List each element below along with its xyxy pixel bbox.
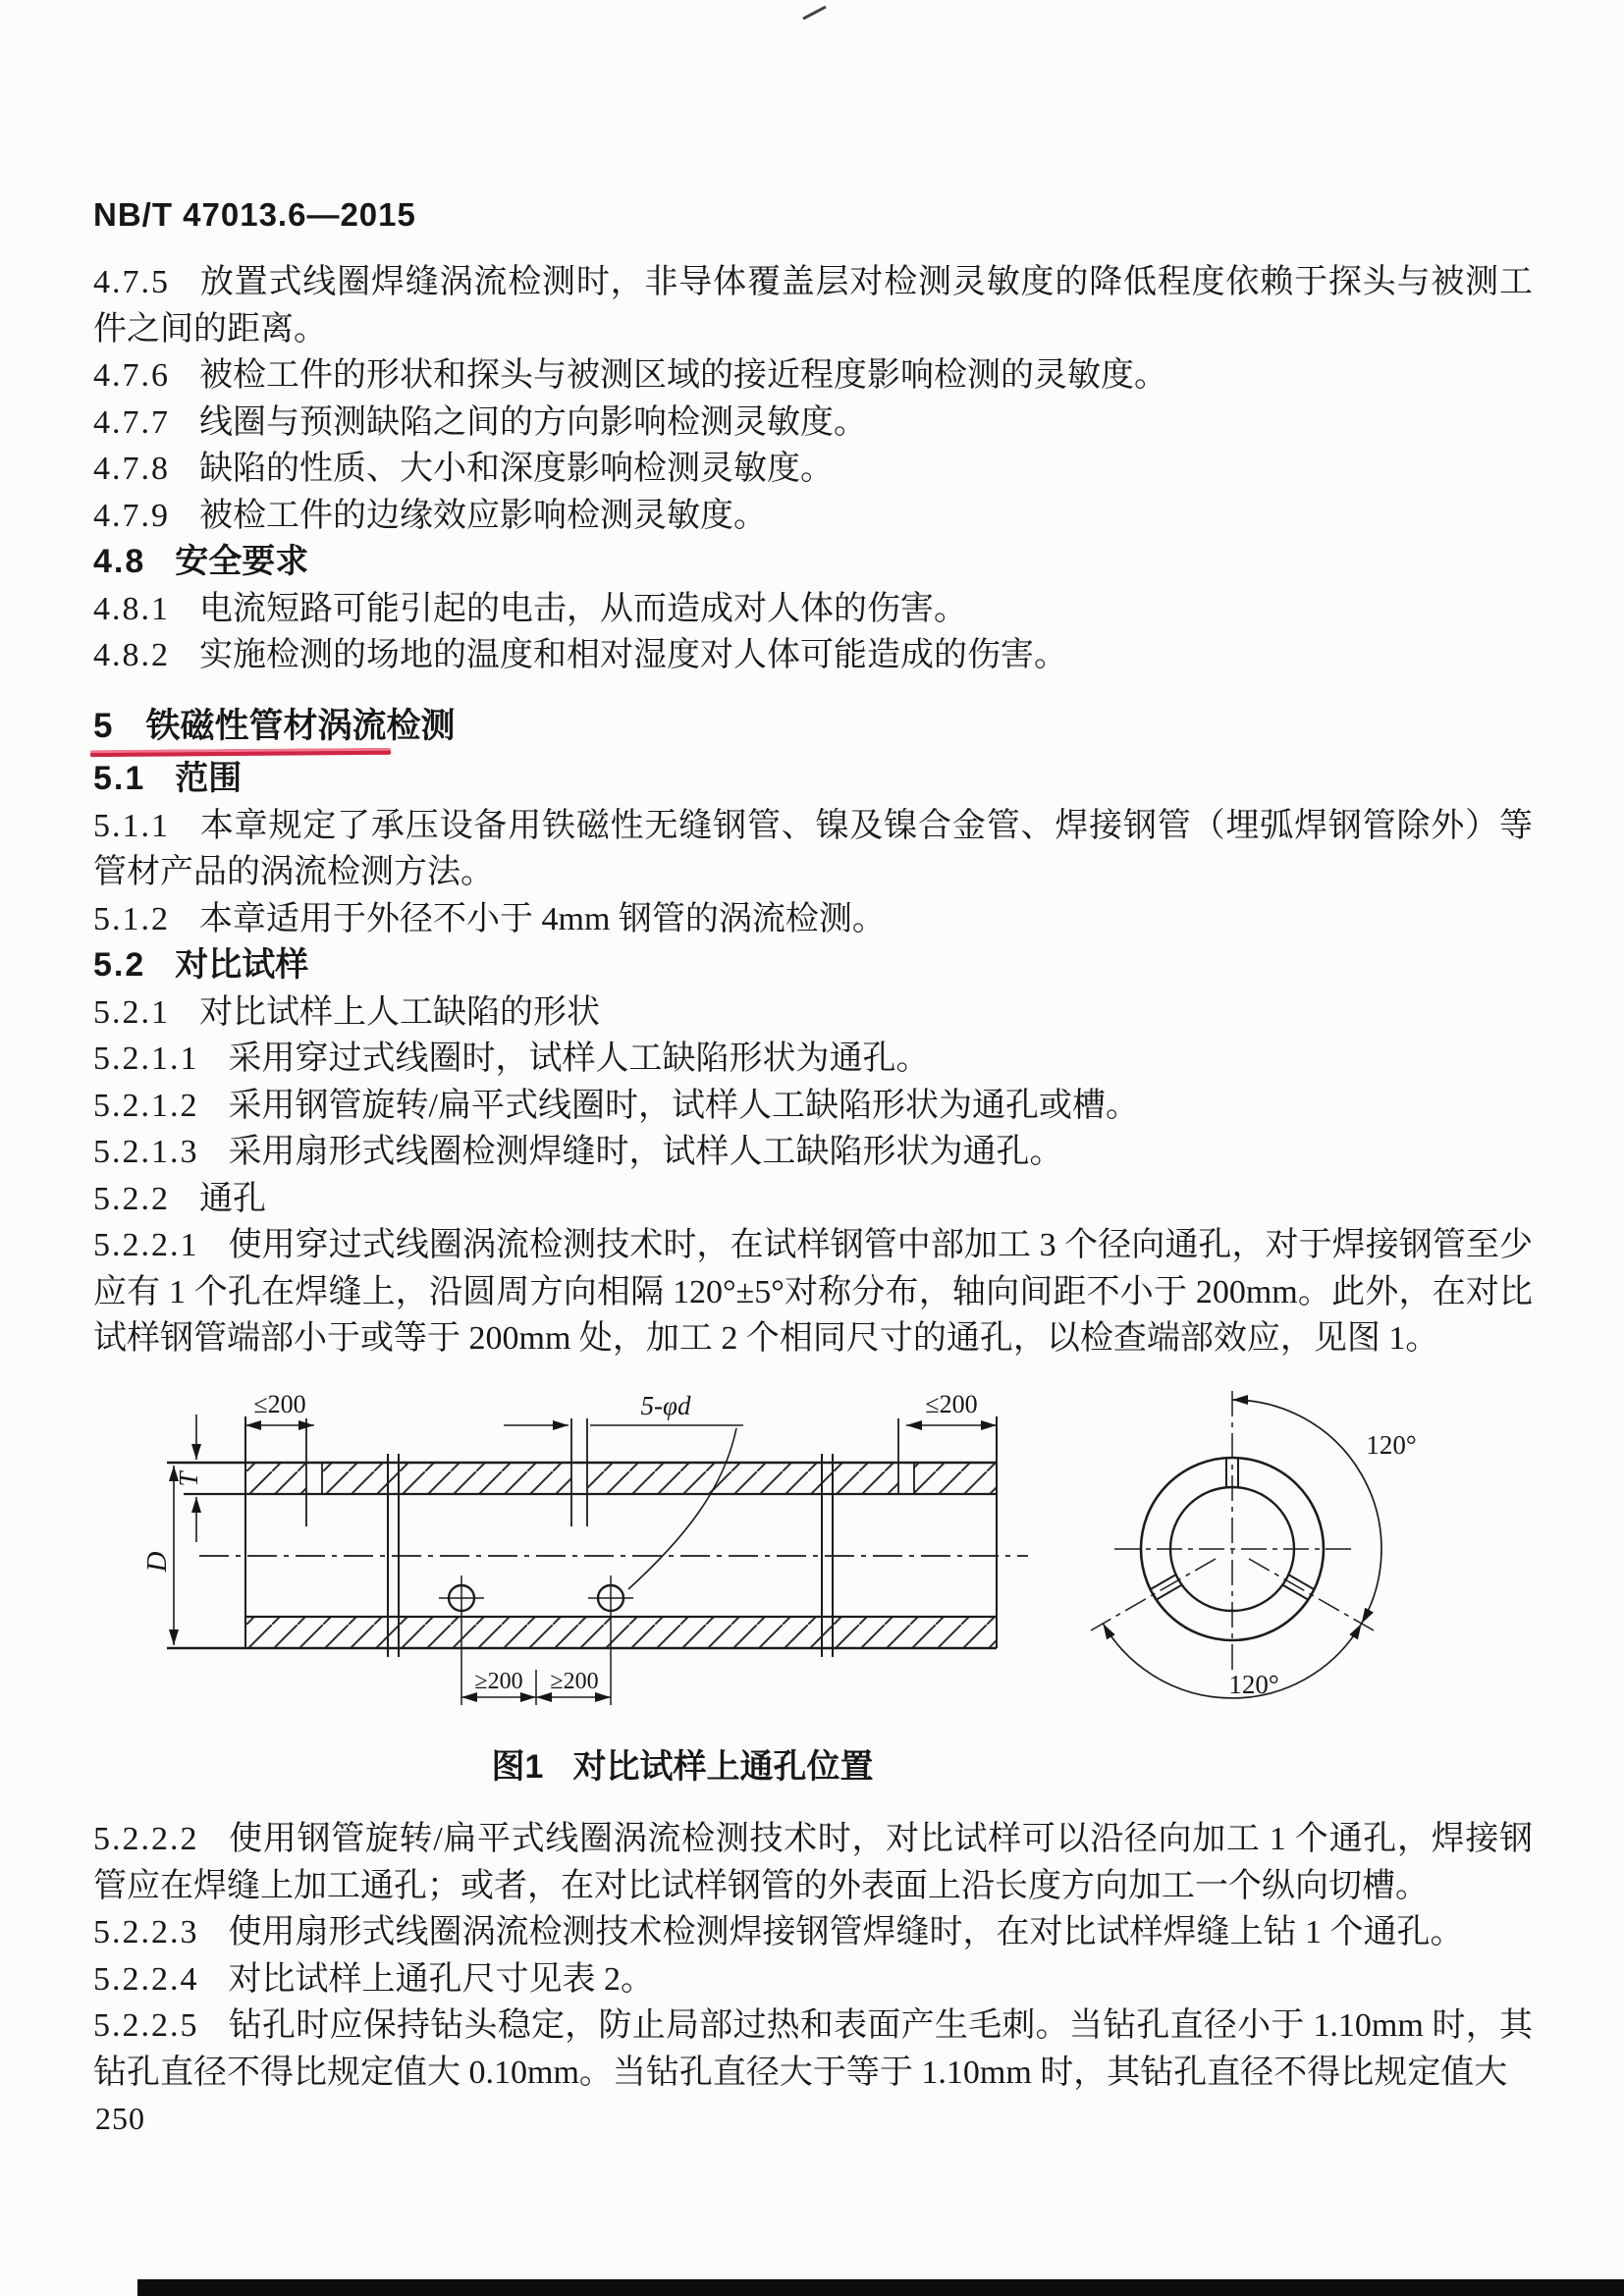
- clause-number: 4.7.7: [93, 403, 170, 441]
- clause-text: 使用穿过式线圈涡流检测技术时，在试样钢管中部加工 3 个径向通孔，对于焊接钢管至少应有 1 个孔在焊缝上，沿圆周方向相隔 120°±5°对称分布，轴向间距不小于 200mm。此外，在对比试样钢管端部小于或等于 200mm 处，加工 2 个相同尺寸的通孔，以检查端部效应，见图 1。: [93, 1227, 1533, 1357]
- clause-5-2-1-3: [93, 1129, 1533, 1176]
- clause-text: 实施检测的场地的温度和相对湿度对人体可能造成的伤害。: [199, 637, 1067, 673]
- clause-text: 采用穿过式线圈时，试样人工缺陷形状为通孔。: [228, 1041, 930, 1077]
- figure-caption-label: 图1: [491, 1748, 544, 1786]
- clause-5-1-1: [93, 803, 1533, 896]
- clause-number: 5.2.2.5: [93, 2007, 199, 2044]
- dim-label-axial-left: ≥200: [474, 1669, 523, 1694]
- page-number: 250: [95, 2101, 145, 2136]
- angle-label-bottom: 120°: [1228, 1670, 1279, 1699]
- heading-5-1: [93, 756, 1533, 803]
- heading-section-5: [93, 699, 455, 748]
- clause-number: 5.1: [93, 760, 146, 797]
- scan-artifact-top: [802, 6, 826, 21]
- dim-label-axial-right: ≥200: [550, 1669, 599, 1694]
- clause-5-2-2-3: [93, 1909, 1533, 1956]
- clause-5-1-2: [93, 896, 1533, 943]
- clause-5-2-2-1: [93, 1222, 1533, 1362]
- figure-caption-text: 对比试样上通孔位置: [572, 1748, 874, 1786]
- clause-number: 5.2.2.3: [93, 1914, 199, 1950]
- angle-arc-top: [1232, 1400, 1381, 1624]
- clause-5-2-1-2: [93, 1083, 1533, 1130]
- clause-number: 5.2.2.4: [93, 1960, 199, 1998]
- clause-number: 4.8: [93, 543, 146, 580]
- clause-number: 5.2: [93, 946, 146, 984]
- clause-number: 5.2.1.3: [93, 1134, 199, 1170]
- clause-text: 本章适用于外径不小于 4mm 钢管的涡流检测。: [199, 900, 886, 937]
- heading-text: 范围: [175, 760, 243, 797]
- leader-curve: [628, 1428, 736, 1589]
- clause-5-2-1-1: [93, 1036, 1533, 1083]
- clause-4-7-9: [93, 493, 1533, 540]
- clause-4-7-5: [93, 259, 1533, 352]
- clause-text: 对比试样上人工缺陷的形状: [199, 993, 600, 1031]
- scan-artifact-bottom-bar: [137, 2279, 1624, 2296]
- dim-label-holes: 5-φd: [640, 1391, 691, 1420]
- clause-text: 缺陷的性质、大小和深度影响检测灵敏度。: [199, 451, 834, 487]
- clause-number: 5.2.1: [93, 993, 170, 1031]
- clause-text: 电流短路可能引起的电击，从而造成对人体的伤害。: [199, 590, 967, 627]
- clause-block-3: [93, 1816, 1533, 2096]
- clause-block-1: [93, 259, 1533, 679]
- clause-5-2-2-2: [93, 1816, 1533, 1909]
- pipe-top-wall-hatch: [245, 1463, 997, 1494]
- clause-number: 5: [93, 707, 113, 745]
- clause-4-7-7: [93, 400, 1533, 447]
- clause-4-7-8: [93, 446, 1533, 493]
- pipe-bottom-wall-hatch: [245, 1617, 997, 1648]
- heading-text: 对比试样: [175, 946, 309, 984]
- clause-block-2: [93, 756, 1533, 1362]
- clause-4-8-2: [93, 632, 1533, 679]
- dim-label-wall-thickness: T: [174, 1471, 203, 1487]
- clause-5-2-1: [93, 989, 1533, 1037]
- clause-number: 5.1.2: [93, 900, 170, 937]
- angle-label-top: 120°: [1366, 1430, 1417, 1460]
- clause-number: 4.8.2: [93, 637, 170, 673]
- clause-5-2-2: [93, 1176, 1533, 1223]
- clause-5-2-2-4: [93, 1956, 1533, 2003]
- heading-text: 铁磁性管材涡流检测: [145, 707, 456, 745]
- clause-number: 5.1.1: [93, 807, 170, 844]
- clause-text: 通孔: [199, 1180, 266, 1217]
- dim-label-end-left: ≤200: [253, 1390, 306, 1418]
- heading-5-2: [93, 942, 1533, 989]
- clause-number: 4.8.1: [93, 590, 170, 627]
- figure-1-drawing: [93, 1369, 1527, 1762]
- clause-4-8-1: [93, 586, 1533, 633]
- heading-4-8: [93, 539, 1533, 586]
- clause-text: 使用钢管旋转/扁平式线圈涡流检测技术时，对比试样可以沿径向加工 1 个通孔，焊接钢管应在焊缝上加工通孔；或者，在对比试样钢管的外表面上沿长度方向加工一个纵向切槽。: [93, 1821, 1533, 1904]
- standard-number-header: NB/T 47013.6—2015: [93, 196, 416, 233]
- clause-text: 采用扇形式线圈检测焊缝时，试样人工缺陷形状为通孔。: [228, 1134, 1063, 1170]
- clause-number: 4.7.6: [93, 357, 170, 394]
- clause-number: 5.2.1.1: [93, 1041, 199, 1077]
- figure-1-caption: [93, 1739, 1272, 1788]
- clause-number: 5.2.1.2: [93, 1087, 199, 1124]
- dim-label-outer-diameter: D: [141, 1551, 173, 1573]
- clause-text: 本章规定了承压设备用铁磁性无缝钢管、镍及镍合金管、焊接钢管（埋弧焊钢管除外）等管材产品的涡流检测方法。: [93, 807, 1533, 890]
- clause-number: 5.2.2.2: [93, 1821, 199, 1857]
- clause-text: 放置式线圈焊缝涡流检测时，非导体覆盖层对检测灵敏度的降低程度依赖于探头与被测工件之间的距离。: [93, 264, 1533, 347]
- pipe-end-view: [1091, 1391, 1417, 1699]
- figure-1: [93, 1369, 1527, 1762]
- clause-5-2-2-5: [93, 2002, 1533, 2096]
- clause-number: 5.2.2.1: [93, 1227, 199, 1263]
- clause-text: 使用扇形式线圈涡流检测技术检测焊接钢管焊缝时，在对比试样焊缝上钻 1 个通孔。: [228, 1914, 1464, 1950]
- radial-line-lower-right: [1249, 1559, 1374, 1630]
- dim-label-end-right: ≤200: [925, 1390, 978, 1418]
- clause-text: 被检工件的边缘效应影响检测灵敏度。: [199, 497, 767, 534]
- clause-number: 4.7.9: [93, 497, 170, 534]
- clause-4-7-6: [93, 352, 1533, 400]
- pipe-side-view: [141, 1390, 1028, 1705]
- clause-number: 4.7.5: [93, 264, 170, 300]
- clause-number: 5.2.2: [93, 1180, 170, 1217]
- clause-text: 被检工件的形状和探头与被测区域的接近程度影响检测的灵敏度。: [199, 357, 1167, 394]
- heading-text: 安全要求: [175, 543, 309, 580]
- clause-text: 对比试样上通孔尺寸见表 2。: [228, 1960, 654, 1998]
- clause-text: 钻孔时应保持钻头稳定，防止局部过热和表面产生毛刺。当钻孔直径小于 1.10mm 时，其钻孔直径不得比规定值大 0.10mm。当钻孔直径大于等于 1.10mm 时，其钻孔直径不得比规定值大: [93, 2007, 1533, 2091]
- radial-line-lower-left: [1091, 1559, 1216, 1630]
- clause-text: 线圈与预测缺陷之间的方向影响检测灵敏度。: [199, 403, 867, 441]
- clause-number: 4.7.8: [93, 451, 170, 487]
- clause-text: 采用钢管旋转/扁平式线圈时，试样人工缺陷形状为通孔或槽。: [228, 1087, 1139, 1124]
